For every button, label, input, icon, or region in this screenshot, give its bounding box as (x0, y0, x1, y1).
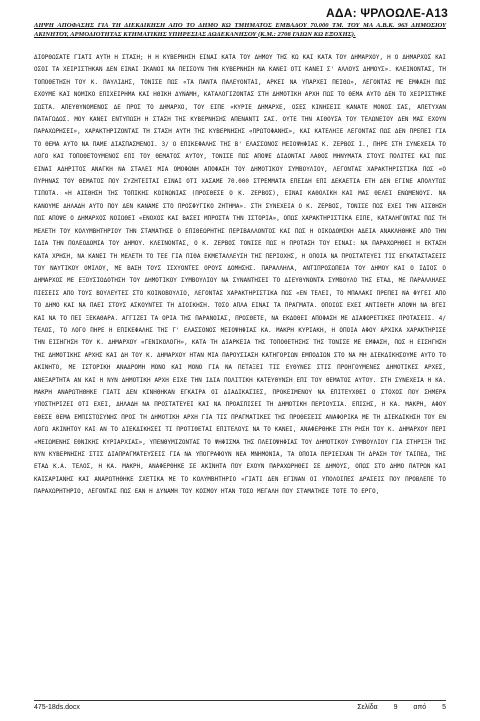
body-paragraph: ΔΙΟΡΘΩΣΑΤΕ ΓΙΑΤΙ ΑΥΤΗ Η ΣΤΑΣΗ; Η Η ΚΥΒΕΡΝΗΣΗ ΕΙΝΑΙ ΚΑΤΑ ΤΟΥ ΔΗΜΟΥ ΤΗΣ ΚΩ ΚΑΙ ΚΑΤΑ ΤΟΥ ΔΗΜΑΡΧΟΥ, Η Ο ΔΗΜΑΡΧΟΣ ΚΑΙ ΟΣΟΙ ΤΑ ΧΕΙΡΙΣΤΗΚΑΝ ΔΕΝ ΕΙΝΑΙ ΙΚΑΝΟΙ ΝΑ ΠΕΙΣΟΥΝ ΤΗΝ ΚΥΒΕΡΝΗΣΗ ΝΑ ΚΑΝΕΙ ΟΤΙ ΚΑΝΕΙ Σ' ΑΛΛΟΥΣ ΔΗΜΟΥΣ». ΚΛΕΙΝΟΝΤΑΣ, ΤΗ ΤΟΠΟΘΕΤΗΣΗ ΤΟΥ Κ. ΠΑΥΛΙΔΗΣ, ΤΟΝΙΣΕ ΠΩΣ «ΤΑ ΠΑΝΤΑ ΠΑΛΕΥΟΝΤΑΙ, ΑΡΚΕΙ ΝΑ ΥΠΑΡΧΕΙ ΠΕΙΘΩ», ΛΕΓΟΝΤΑΣ ΜΕ ΕΜΦΑΣΗ ΠΩΣ ΕΧΟΥΜΕ ΚΑΙ ΝΟΜΙΚΟ ΕΠΙΧΕΙΡΗΜΑ ΚΑΙ ΗΘΙΚΗ ΔΥΝΑΜΗ, ΚΑΤΑΛΟΓΙΖΟΝΤΑΣ ΣΤΗ ΔΗΜΟΤΙΚΗ ΑΡΧΗ ΠΩΣ ΤΟ ΘΕΜΑ ΑΥΤΟ ΔΕΝ ΤΟ ΧΕΙΡΙΣΤΗΚΕ ΣΩΣΤΑ. ΑΠΕΥΘΥΝΟΜΕΝΟΣ ΔΕ ΠΡΟΣ ΤΟ ΔΗΜΑΡΧΟ, ΤΟΥ ΕΙΠΕ «ΚΥΡΙΕ ΔΗΜΑΡΧΕ, ΟΣΕΣ ΚΙΝΗΣΕΙΣ ΚΑΝΑΤΕ ΜΟΝΟΣ ΣΑΣ, ΑΠΕΤΥΧΑΝ ΠΑΤΑΓΩΔΩΣ. ΜΟΥ ΚΑΝΕΙ ΕΝΤΥΠΩΣΗ Η ΣΤΑΣΗ ΤΗΣ ΚΥΒΕΡΝΗΣΗΣ ΑΠΕΝΑΝΤΙ ΣΑΣ. ΟΥΤΕ ΤΗΝ ΑΙΘΟΥΣΑ ΤΟΥ ΤΕΛΩΝΕΙΟΥ ΔΕΝ ΜΑΣ ΕΧΟΥΝ ΠΑΡΑΧΩΡΗΣΕΙ», ΧΑΡΑΚΤΗΡΙΖΟΝΤΑΣ ΤΗ ΣΤΑΣΗ ΑΥΤΗ ΤΗΣ ΚΥΒΕΡΝΗΣΗΣ «ΠΡΩΤΟΦΑΝΗΣ», ΚΑΙ ΚΑΤΕΛΗΞΕ ΛΕΓΟΝΤΑΣ ΠΩΣ ΔΕΝ ΠΡΕΠΕΙ ΓΙΑ ΤΟ ΘΕΜΑ ΑΥΤΟ ΝΑ ΠΑΜΕ ΔΙΑΣΠΑΣΜΕΝΟΙ. 3/ Ο ΕΠΙΚΕΦΑΛΗΣ ΤΗΣ Β' ΕΛΑΣΣΟΝΟΣ ΜΕΙΟΨΗΦΙΑΣ Κ. ΖΕΡΒΟΣ Ι., ΠΗΡΕ ΣΤΗ ΣΥΝΕΧΕΙΑ ΤΟ ΛΟΓΟ ΚΑΙ ΤΟΠΟΘΕΤΟΥΜΕΝΟΣ ΕΠΙ ΤΟΥ ΘΕΜΑΤΟΣ ΑΥΤΟΥ, ΤΟΝΙΣΕ ΠΩΣ ΑΠΟΨΕ ΔΙΔΟΝΤΑΙ ΛΑΘΟΣ ΜΗΝΥΜΑΤΑ ΣΤΟΥΣ ΠΟΛΙΤΕΣ ΚΑΙ ΠΩΣ ΕΙΝΑΙ ΑΔΗΡΙΤΟΣ ΑΝΑΓΚΗ ΝΑ ΣΤΑΛΕΙ ΜΙΑ ΟΜΟΦΩΝΗ ΑΠΟΦΑΣΗ ΤΟΥ ΔΗΜΟΤΙΚΟΥ ΣΥΜΒΟΥΛΙΟΥ, ΛΕΓΟΝΤΑΣ ΧΑΡΑΚΤΗΡΙΣΤΙΚΑ ΠΩΣ «Ο ΠΥΡΗΝΑΣ ΤΟΥ ΘΕΜΑΤΟΣ ΠΟΥ ΣΥΖΗΤΕΙΤΑΙ ΕΙΝΑΙ ΟΤΙ ΧΑΣΑΜΕ 70.000 ΣΤΡΕΜΜΑΤΑ ΕΠΕΙΔΗ ΕΠΙ ΔΕΚΑΕΤΙΑ ΕΤΗ ΔΕΝ ΕΓΙΝΕ ΑΠΟΛΥΤΩΣ ΤΙΠΟΤΑ. «Η ΑΙΣΘΗΣΗ ΤΗΣ ΤΟΠΙΚΗΣ ΚΟΙΝΩΝΙΑΣ (ΠΡΟΣΘΕΣΕ Ο Κ. ΖΕΡΒΟΣ), ΕΙΝΑΙ ΚΑΘΟΛΙΚΗ ΚΑΙ ΜΑΣ ΘΕΛΕΙ ΕΝΩΜΕΝΟΥΣ. ΝΑ ΚΑΝΟΥΜΕ ΔΗΛΑΔΗ ΑΥΤΟ ΠΟΥ ΔΕΝ ΚΑΝΑΜΕ ΣΤΟ ΠΡΟΣΦΥΓΙΚΟ ΖΗΤΗΜΑ». ΣΤΗ ΣΥΝΕΧΕΙΑ Ο Κ. ΖΕΡΒΟΣ, ΤΟΝΙΣΕ ΠΩΣ ΕΧΕΙ ΤΗΝ ΑΙΣΘΗΣΗ ΠΩΣ ΑΠΟΨΕ Ο ΔΗΜΑΡΧΟΣ ΝΟΙΩΘΕΙ «ΕΝΟΧΟΣ ΚΑΙ ΒΑΣΕΙ ΜΠΡΟΣΤΑ ΤΗΝ ΙΣΤΟΡΙΑ», ΟΠΩΣ ΧΑΡΑΚΤΗΡΙΣΤΙΚΑ ΕΙΠΕ, ΚΑΤΑΛΗΓΟΝΤΑΣ ΠΩΣ ΤΗ ΜΕΛΕΤΗ ΤΟΥ ΚΟΛΥΜΒΗΤΗΡΙΟΥ ΤΗΝ ΣΤΑΜΑΤΗΣΕ Ο ΕΠΙΘΕΩΡΗΤΗΣ ΠΕΡΙΒΑΛΛΟΝΤΟΣ ΚΑΙ ΠΩΣ Η ΟΙΚΟΔΟΜΙΚΗ ΑΔΕΙΑ ΑΝΑΚΛΗΘΗΚΕ ΑΠΟ ΤΗΝ ΙΔΙΑ ΤΗΝ ΠΟΛΕΟΔΟΜΙΑ ΤΟΥ ΔΗΜΟΥ. ΚΛΕΙΝΟΝΤΑΣ, Ο Κ. ΖΕΡΒΟΣ ΤΟΝΙΣΕ ΠΩΣ Η ΠΡΟΤΑΣΗ ΤΟΥ ΕΙΝΑΙ: ΝΑ ΠΑΡΑΧΩΡΗΘΕΙ Η ΕΚΤΑΣΗ ΚΑΤΑ ΧΡΗΣΗ, ΝΑ ΚΑΝΕΙ ΤΗ ΜΕΛΕΤΗ ΤΟ ΤΕΕ ΓΙΑ ΠΙΘΑ ΕΚΜΕΤΑΛΛΕΥΣΗ ΤΗΣ ΠΕΡΙΟΧΗΣ, Η ΟΠΟΙΑ ΝΑ ΠΡΟΣΤΑΤΕΥΕΙ ΤΙΣ ΕΓΚΑΤΑΣΤΑΣΕΙΣ ΤΟΥ ΝΑΥΤΙΚΟΥ ΟΜΙΛΟΥ, ΜΕ ΒΑΣΗ ΤΟΥΣ ΙΣΧΥΟΝΤΕΣ ΟΡΟΥΣ ΔΟΜΗΣΗΣ. ΠΑΡΑΛΛΗΛΑ, ΑΝΤΙΠΡΟΣΩΠΕΙΑ ΤΟΥ ΔΗΜΟΥ ΚΑΙ Ο ΙΔΙΟΣ Ο ΔΗΜΑΡΧΟΣ ΜΕ ΕΞΟΥΣΙΟΔΟΤΗΣΗ ΤΟΥ ΔΗΜΟΤΙΚΟΥ ΣΥΜΒΟΥΛΙΟΥ ΝΑ ΣΥΝΑΝΤΗΣΕΙ ΤΟ ΔΙΕΥΘΥΝΟΝΤΑ ΣΥΜΒΟΥΛΟ ΤΗΣ ΕΤΑΔ, ΜΕ ΠΑΡΑΛΛΗΛΕΣ ΠΙΕΣΕΙΣ ΑΠΟ ΤΟΥΣ ΒΟΥΛΕΥΤΕΣ ΣΤΟ ΚΟΙΝΟΒΟΥΛΙΟ, ΛΕΓΟΝΤΑΣ ΧΑΡΑΚΤΗΡΙΣΤΙΚΑ ΠΩΣ «ΕΝ ΤΕΛΕΙ, ΤΟ ΜΠΑΛΑΚΙ ΠΡΕΠΕΙ ΝΑ ΦΥΓΕΙ ΑΠΟ ΤΟ ΔΗΜΟ ΚΑΙ ΝΑ ΠΑΕΙ ΣΤΟΥΣ ΑΣΚΟΥΝΤΕΣ ΤΗ ΔΙΟΙΚΗΣΗ. ΤΟΣΟ ΑΠΛΑ ΕΙΝΑΙ ΤΑ ΠΡΑΓΜΑΤΑ. ΟΠΟΙΟΣ ΕΧΕΙ ΑΝΤΙΘΕΤΗ ΑΠΟΨΗ ΝΑ ΒΓΕΙ ΚΑΙ ΝΑ ΤΟ ΠΕΙ ΞΕΚΑΘΑΡΑ. ΑΓΓΙΖΕΙ ΤΑ ΟΡΙΑ ΤΗΣ ΠΑΡΑΝΟΙΑΣ, ΠΡΟΣΘΕΤΕ, ΝΑ ΕΚΔΟΘΕΙ ΑΠΟΦΑΣΗ ΜΕ ΔΙΑΦΟΡΕΤΙΚΕΣ ΠΡΟΤΑΣΕΙΣ. 4/ ΤΕΛΟΣ, ΤΟ ΛΟΓΟ ΠΗΡΕ Η ΕΠΙΚΕΦΑΛΗΣ ΤΗΣ Γ' ΕΛΑΣΣΟΝΟΣ ΜΕΙΟΨΗΦΙΑΣ ΚΑ. ΜΑΚΡΗ ΚΥΡΙΑΚΗ, Η ΟΠΟΙΑ ΑΦΟΥ ΑΡΧΙΚΑ ΧΑΡΑΚΤΗΡΙΣΕ ΤΗΝ ΕΙΣΗΓΗΣΗ ΤΟΥ Κ. ΔΗΜΑΡΧΟΥ «ΓΕΝΙΚΟΛΟΓΗ», ΚΑΤΑ ΤΗ ΔΙΑΡΚΕΙΑ ΤΗΣ ΤΟΠΟΘΕΤΗΣΗΣ ΤΗΣ ΤΟΝΙΣΕ ΜΕ ΕΜΦΑΣΗ, ΠΩΣ Η ΕΙΣΗΓΗΣΗ ΤΗΣ ΔΗΜΟΤΙΚΗΣ ΑΡΧΗΣ ΚΑΙ ΔΗ ΤΟΥ Κ. ΔΗΜΑΡΧΟΥ ΗΤΑΝ ΜΙΑ ΠΑΡΟΥΣΙΑΣΗ ΚΑΤΗΓΟΡΙΩΝ ΕΜΠΟΔΙΩΝ ΣΤΟ ΝΑ ΜΗ ΔΙΕΚΔΙΚΗΣΟΥΜΕ ΑΥΤΟ ΤΟ ΑΚΙΝΗΤΟ, ΜΕ ΙΣΤΟΡΙΚΗ ΑΝΑΔΡΟΜΗ ΜΟΝΟ ΚΑΙ ΜΟΝΟ ΓΙΑ ΝΑ ΠΕΤΑΞΕΙ ΤΙΣ ΕΥΘΥΝΕΣ ΣΤΙΣ ΠΡΟΗΓΟΥΜΕΝΕΣ ΔΗΜΟΤΙΚΕΣ ΑΡΧΕΣ, ΑΝΕΞΑΡΤΗΤΑ ΑΝ ΚΑΙ Η ΝΥΝ ΔΗΜΟΤΙΚΗ ΑΡΧΗ ΕΙΧΕ ΤΗΝ ΙΔΙΑ ΠΟΛΙΤΙΚΗ ΚΑΤΕΥΘΥΝΣΗ ΕΠΙ ΤΟΥ ΘΕΜΑΤΟΣ ΑΥΤΟΥ. ΣΤΗ ΣΥΝΕΧΕΙΑ Η ΚΑ. ΜΑΚΡΗ ΑΝΑΡΩΤΗΘΗΚΕ ΓΙΑΤΙ ΔΕΝ ΚΙΝΗΘΗΚΑΝ ΕΓΚΑΙΡΑ ΟΙ ΔΙΑΔΙΚΑΣΙΕΣ, ΠΡΟΚΕΙΜΕΝΟΥ ΝΑ ΕΠΙΤΕΥΧΘΕΙ Ο ΣΤΟΧΟΣ ΠΟΥ ΣΗΜΕΡΑ ΥΠΟΣΤΗΡΙΖΕΙ ΟΤΙ ΕΧΕΙ, ΔΗΛΑΔΗ ΝΑ ΠΡΟΣΤΑΤΕΥΕΙ ΚΑΙ ΝΑ ΠΡΟΑΣΠΙΣΕΙ ΤΗ ΔΗΜΟΤΙΚΗ ΠΕΡΙΟΥΣΙΑ. ΕΠΙΣΗΣ, Η ΚΑ. ΜΑΚΡΗ, ΑΦΟΥ ΕΘΕΣΕ ΘΕΜΑ ΕΜΠΙΣΤΟΣΥΝΗΣ ΠΡΟΣ ΤΗ ΔΗΜΟΤΙΚΗ ΑΡΧΗ ΓΙΑ ΤΙΣ ΠΡΑΓΜΑΤΙΚΕΣ ΤΗΣ ΠΡΟΘΕΣΕΙΣ ΑΝΑΦΟΡΙΚΑ ΜΕ ΤΗ ΔΙΕΚΔΙΚΗΣΗ ΤΟΥ ΕΝ ΛΟΓΩ ΑΚΙΝΗΤΟΥ ΚΑΙ ΑΝ ΤΟ ΔΙΕΚΔΙΚΗΣΕΙ ΤΙ ΠΡΟΤΙΘΕΤΑΙ ΕΠΙΤΕΛΟΥΣ ΝΑ ΤΟ ΚΑΝΕΙ, ΑΝΑΦΕΡΘΗΚΕ ΣΤΗ ΡΗΣΗ ΤΟΥ Κ. ΔΗΜΑΡΧΟΥ ΠΕΡΙ «ΜΕΙΩΜΕΝΗΣ ΕΘΝΙΚΗΣ ΚΥΡΙΑΡΧΙΑΣ», ΥΠΕΝΘΥΜΙΖΟΝΤΑΣ ΤΟ ΨΗΦΙΣΜΑ ΤΗΣ ΠΛΕΙΟΨΗΦΙΑΣ ΤΟΥ ΔΗΜΟΤΙΚΟΥ ΣΥΜΒΟΥΛΙΟΥ ΓΙΑ ΣΤΗΡΙΞΗ ΤΗΣ ΝΥΝ ΚΥΒΕΡΝΗΣΗΣ ΣΤΙΣ ΔΙΑΠΡΑΓΜΑΤΕΥΣΕΙΣ ΓΙΑ ΝΑ ΥΠΟΓΡΑΦΟΥΝ ΝΕΑ ΜΝΗΜΟΝΙΑ, ΤΑ ΟΠΟΙΑ ΠΕΡΙΕΙΧΑΝ ΤΗ ΔΡΑΣΗ ΤΟΥ ΤΑΙΠΕΔ, ΤΗΣ ΕΤΑΔ Κ.Α. ΤΕΛΟΣ, Η ΚΑ. ΜΑΚΡΗ, ΑΝΑΦΕΡΘΗΚΕ ΣΕ ΑΚΙΝΗΤΑ ΠΟΥ ΕΧΟΥΝ ΠΑΡΑΧΩΡΗΘΕΙ ΣΕ ΔΗΜΟΥΣ, ΟΠΩΣ ΣΤΟ ΔΗΜΟ ΠΑΤΡΩΝ ΚΑΙ ΚΑΙΣΑΡΙΑΝΗΣ ΚΑΙ ΑΝΑΡΩΤΗΘΗΚΕ ΣΧΕΤΙΚΑ ΜΕ ΤΟ ΚΟΛΥΜΒΗΤΗΡΙΟ «ΓΙΑΤΙ ΔΕΝ ΕΓΙΝΑΝ ΟΙ ΥΠΟΛΟΙΠΕΣ ΔΡΑΣΕΙΣ ΠΟΥ ΠΡΟΒΛΕΠΕ ΤΟ ΠΑΡΑΧΩΡΗΤΗΡΙΟ, ΛΕΓΟΝΤΑΣ ΠΩΣ ΕΑΝ Η ΔΥΝΑΜΗ ΤΟΥ ΚΟΣΜΟΥ ΗΤΑΝ ΤΟΣΟ ΜΕΓΑΛΗ ΠΟΥ ΣΤΑΜΑΤΗΣΕ ΤΟΤΕ ΤΟ ΕΡΓΟ, (34, 55, 446, 496)
ada-stamp: ΑΔΑ: ΨΡΛΟΩΛΕ-Α13 (326, 6, 448, 20)
of-label: από (413, 704, 427, 711)
page-number: 9 (393, 704, 398, 711)
total-pages: 5 (442, 704, 446, 711)
footer-divider (34, 700, 446, 701)
document-body (34, 52, 446, 692)
footer-filename: 475-18ds.docx (34, 704, 80, 711)
page-label: Σελίδα (357, 704, 378, 711)
page-indicator (357, 704, 446, 711)
decision-subject-header: ΛΗΨΗ ΑΠΟΦΑΣΗΣ ΓΙΑ ΤΗ ΔΙΕΚΔΙΚΗΣΗ ΑΠΟ ΤΟ ΔΗΜΟ ΚΩ ΤΜΗΜΑΤΟΣ ΕΜΒΑΔΟΥ 70.000 ΤΜ. ΤΟΥ ΜΑ Α.Β.Κ. 963 ΔΗΜΟΣΙΟΥ ΑΚΙΝΗΤΟΥ, ΑΡΜΟΔΙΟΤΗΤΑΣ ΚΤΗΜΑΤΙΚΗΣ ΥΠΗΡΕΣΙΑΣ ΔΩΔΕΚΑΝΗΣΟΥ (Κ.Μ.: 2708 ΓΑΙΩΝ ΚΩ ΕΞΟΧΗΣ). (34, 22, 446, 38)
